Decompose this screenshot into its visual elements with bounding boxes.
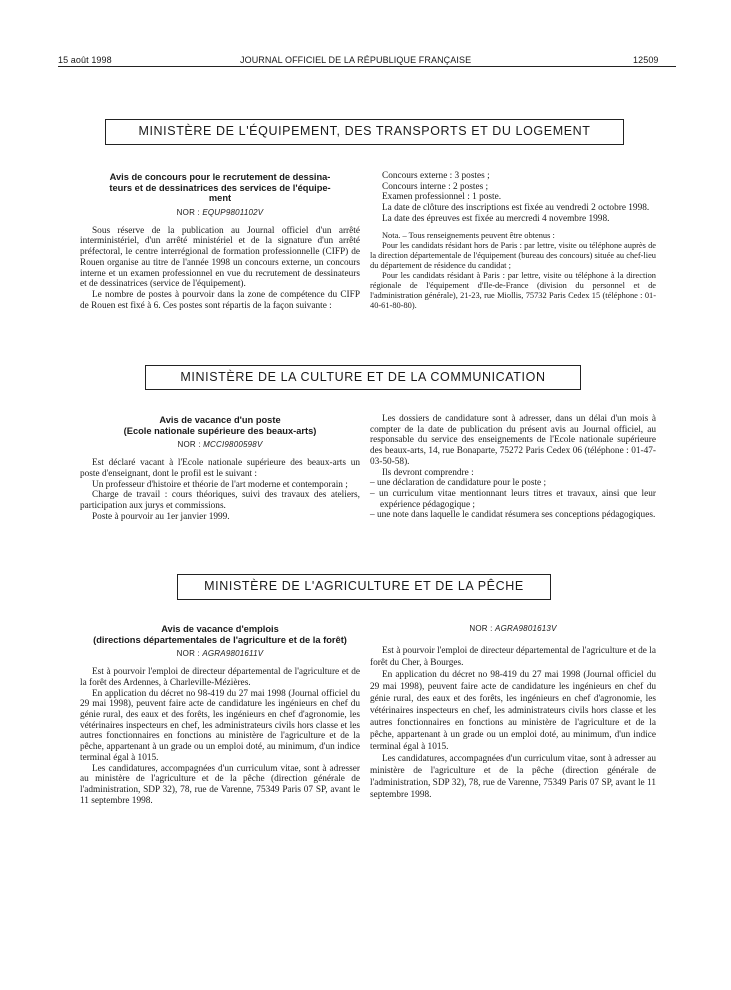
title-line: Avis de vacance d'un poste xyxy=(159,415,281,425)
notice-title xyxy=(80,624,360,645)
paragraph: En application du décret no 98-419 du 27 mai 1998 (Journal officiel du 29 mai 1998), peuvent faire acte de candidature les ingénieurs en chef du génie rural, des eaux et des forêts, les ingénieurs en chef d'agronomie, les vétérinaires inspecteurs en chef, les administrateurs civils hors classe et les autres fonctionnaires en fonctions au ministère de l'agriculture et de la pêche, appartenant à un grade ou un emploi doté, au minimum, d'un indice terminal égal à 1015. xyxy=(370,670,656,752)
notice-equipement-left xyxy=(80,172,360,311)
paragraph: Le nombre de postes à pourvoir dans la zone de compétence du CIFP de Rouen est fixé à 6. Ces postes sont répartis de la façon suivante : xyxy=(80,290,360,311)
nor-code: MCCI9800598V xyxy=(203,440,263,450)
nor-code: AGRA9801611V xyxy=(202,649,264,659)
body-text xyxy=(370,645,656,801)
paragraph: Les candidatures, accompagnées d'un curriculum vitae, sont à adresser au ministère de l'agriculture et de la pêche (direction générale de l'administration, SDP 32), 78, rue de Varenne, 75349 Paris 07 SP, avant le 11 septembre 1998. xyxy=(80,763,360,806)
ministry-heading-agriculture: MINISTÈRE DE L'AGRICULTURE ET DE LA PÊCHE xyxy=(177,574,551,600)
title-line: teurs et de dessinatrices des services de l'équipe- xyxy=(109,182,331,193)
paragraph: La date des épreuves est fixée au mercredi 4 novembre 1998. xyxy=(382,213,610,224)
title-line: Avis de concours pour le recrutement de dessina- xyxy=(109,172,331,182)
paragraph: La date de clôture des inscriptions est fixée au vendredi 2 octobre 1998. xyxy=(382,203,650,214)
nor-label: NOR : xyxy=(176,649,200,659)
paragraph: Charge de travail : cours théoriques, suivi des travaux des ateliers, participation aux jurys et commissions. xyxy=(80,490,360,511)
notice-culture-right xyxy=(370,414,656,521)
nor-reference xyxy=(80,208,360,217)
notice-equipement-right xyxy=(370,171,656,311)
paragraph: Les candidatures, accompagnées d'un curriculum vitae, sont à adresser au ministère de l'agriculture et de la pêche (direction générale de l'administration, SDP 32), 78, rue de Varenne, 75349 Paris 07 SP, avant le 11 septembre 1998. xyxy=(370,754,656,800)
title-line: (Ecole nationale supérieure des beaux-arts) xyxy=(123,425,317,436)
paragraph: Sous réserve de la publication au Journal officiel d'un arrêté interministériel, d'un arrêté ministériel et de la signature d'un arrêté préfectoral, le centre interrégional de formation professionnelle (CIFP) de Rouen organise au titre de l'année 1998 un concours externe, un concours interne et un examen professionnel en vue du recrutement de dessinateurs et de dessinatrices (service de l'équipement). xyxy=(80,225,360,290)
title-line: Avis de vacance d'emplois xyxy=(161,624,279,634)
notice-culture-left xyxy=(80,415,360,522)
header-date: 15 août 1998 xyxy=(58,55,112,65)
nor-code: EQUP9801102V xyxy=(202,207,264,217)
notice-agriculture-right xyxy=(370,624,656,801)
paragraph: Examen professionnel : 1 poste. xyxy=(382,192,502,203)
body-text xyxy=(80,458,360,522)
paragraph: Pour les candidats résidant hors de Paris : par lettre, visite ou téléphone auprès de la direction départementale de l'équipement (bureau des concours) située au chef-lieu du département de résidence du candidat ; xyxy=(370,240,656,270)
paragraph: Est à pourvoir l'emploi de directeur départemental de l'agriculture et de la forêt des Ardennes, à Charleville-Mézières. xyxy=(80,667,360,688)
nor-reference xyxy=(80,440,360,449)
nor-label: NOR : xyxy=(176,207,200,217)
nor-label: NOR : xyxy=(177,440,201,450)
paragraph: Un professeur d'histoire et théorie de l'art moderne et contemporain ; xyxy=(92,479,348,490)
header-title: JOURNAL OFFICIEL DE LA RÉPUBLIQUE FRANÇAISE xyxy=(240,55,472,65)
paragraph: Pour les candidats résidant à Paris : par lettre, visite ou téléphone à la direction régionale de l'équipement d'Ile-de-France (division du personnel et de l'administration générale), 21-23, rue Miollis, 75732 Paris Cedex 15 (téléphone : 01-40-61-80-80). xyxy=(370,270,656,310)
paragraph: Concours externe : 3 postes ; xyxy=(382,171,490,181)
nor-label: NOR : xyxy=(469,624,493,633)
title-line: (directions départementales de l'agriculture et de la forêt) xyxy=(93,634,347,645)
list-item: – un curriculum vitae mentionnant leurs titres et travaux, ainsi que leur expérience pédagogique ; xyxy=(370,488,656,510)
nor-reference xyxy=(370,624,656,633)
notice-title xyxy=(80,415,360,436)
paragraph: Concours interne : 2 postes ; xyxy=(382,181,489,192)
paragraph: Les dossiers de candidature sont à adresser, dans un délai d'un mois à compter de la date de publication du présent avis au Journal officiel, au responsable du service des enseignements de l'Ecole nationale supérieure des beaux-arts, 14, rue Bonaparte, 75272 Paris Cedex 06 (téléphone : 01-47-03-50-58). xyxy=(370,414,656,467)
paragraph: Est à pourvoir l'emploi de directeur départemental de l'agriculture et de la forêt du Cher, à Bourges. xyxy=(370,646,656,668)
paragraph: Nota. – Tous renseignements peuvent être obtenus : xyxy=(382,230,555,240)
header-rule xyxy=(58,66,676,67)
list-item: – une note dans laquelle le candidat résumera ses conceptions pédagogiques. xyxy=(370,510,656,521)
body-text xyxy=(80,667,360,806)
body-text xyxy=(80,226,360,312)
ministry-heading-equipement: MINISTÈRE DE L'ÉQUIPEMENT, DES TRANSPORTS ET DU LOGEMENT xyxy=(105,119,624,145)
paragraph: En application du décret no 98-419 du 27 mai 1998 (Journal officiel du 29 mai 1998), peuvent faire acte de candidature les ingénieurs en chef du génie rural, des eaux et des forêts, les ingénieurs en chef d'agronomie, les vétérinaires inspecteurs en chef, les administrateurs civils hors classe et les autres fonctionnaires en fonctions au ministère de l'agriculture et de la pêche, appartenant à un grade ou un emploi doté, au minimum, d'un indice terminal égal à 1015. xyxy=(80,688,360,763)
notice-agriculture-left xyxy=(80,624,360,806)
paragraph: Ils devront comprendre : xyxy=(382,467,474,478)
nor-code: AGRA9801613V xyxy=(495,624,557,633)
ministry-heading-culture: MINISTÈRE DE LA CULTURE ET DE LA COMMUNICATION xyxy=(145,365,581,390)
title-line: ment xyxy=(208,193,232,204)
notice-title xyxy=(80,172,360,204)
paragraph: Est déclaré vacant à l'Ecole nationale supérieure des beaux-arts un poste d'enseignant, dont le profil est le suivant : xyxy=(80,458,360,479)
header-page-number: 12509 xyxy=(633,55,659,65)
nor-reference xyxy=(80,649,360,658)
list-item: – une déclaration de candidature pour le poste ; xyxy=(370,478,547,489)
nota-block xyxy=(370,231,656,311)
paragraph: Poste à pourvoir au 1er janvier 1999. xyxy=(92,511,230,522)
